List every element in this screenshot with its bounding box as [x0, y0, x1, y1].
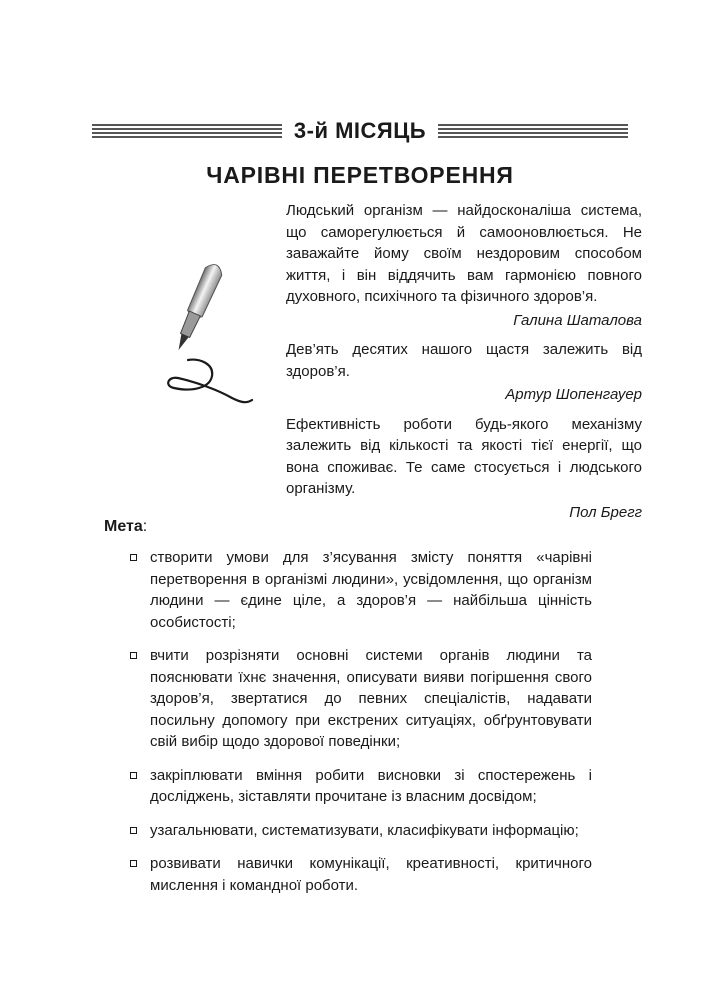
quote-author: Артур Шопенгауер: [505, 386, 642, 403]
goals-label: [104, 518, 147, 536]
chapter-title: ЧАРІВНІ ПЕРЕТВОРЕННЯ: [206, 162, 514, 188]
goal-text: розвивати навички комунікації, креативності, критичного мислення і командної роботи.: [150, 855, 592, 894]
goal-text: закріплювати вміння робити висновки зі спостережень і досліджень, зіставляти прочитане із власним досвідом;: [150, 766, 592, 805]
month-header: [92, 116, 628, 146]
header-rule-left: [92, 124, 282, 138]
goal-text: узагальнювати, систематизувати, класифікувати інформацію;: [150, 821, 579, 839]
goal-text: створити умови для з’ясування змісту поняття «чарівні перетворення в організмі людини», усвідомлення, що організм людини — єдине ціле, а здоров’я — найбільша цінність особистості;: [150, 549, 592, 631]
quote-text: Дев’ять десятих нашого щастя залежить від здоров’я.: [286, 341, 642, 380]
epigraph-quotes: [286, 200, 642, 531]
goal-item: [130, 820, 592, 842]
goals-list: [130, 547, 592, 908]
square-bullet-icon: [130, 652, 137, 659]
goals-label-colon: :: [142, 518, 148, 535]
square-bullet-icon: [130, 827, 137, 834]
goals-label-text: Мета: [104, 518, 143, 535]
goal-item: [130, 547, 592, 633]
goal-text: вчити розрізняти основні системи органів людини та пояснювати їхнє значення, описувати вияви погіршення свого здоров’я, звертатися до певних спеціалістів, надавати посильну допомогу при екстрених ситуаціях, обґрунтовувати свій вибір щодо здорової поведінки;: [150, 647, 592, 750]
fountain-pen-icon: [138, 262, 258, 412]
square-bullet-icon: [130, 772, 137, 779]
goal-item: [130, 853, 592, 896]
quote-text: Ефективність роботи будь-якого механізму залежить від кількості та якості тієї енергії, що вона споживає. Те саме стосується і людського організму.: [286, 415, 642, 497]
month-title: 3-й МІСЯЦЬ: [293, 118, 427, 143]
header-rule-right: [438, 124, 628, 138]
square-bullet-icon: [130, 554, 137, 561]
square-bullet-icon: [130, 860, 137, 867]
goal-item: [130, 765, 592, 808]
quote-author: Галина Шаталова: [513, 311, 642, 329]
quote-author: Пол Брегг: [569, 503, 642, 521]
quote-text: Людський організм — найдосконаліша система, що саморегулюється й самооновлюється. Не заважайте йому своїм нездоровим способом життя, і він віддячить вам гармонією повного духовного, психічного та фізичного здоров’я.: [286, 202, 642, 305]
goal-item: [130, 645, 592, 753]
